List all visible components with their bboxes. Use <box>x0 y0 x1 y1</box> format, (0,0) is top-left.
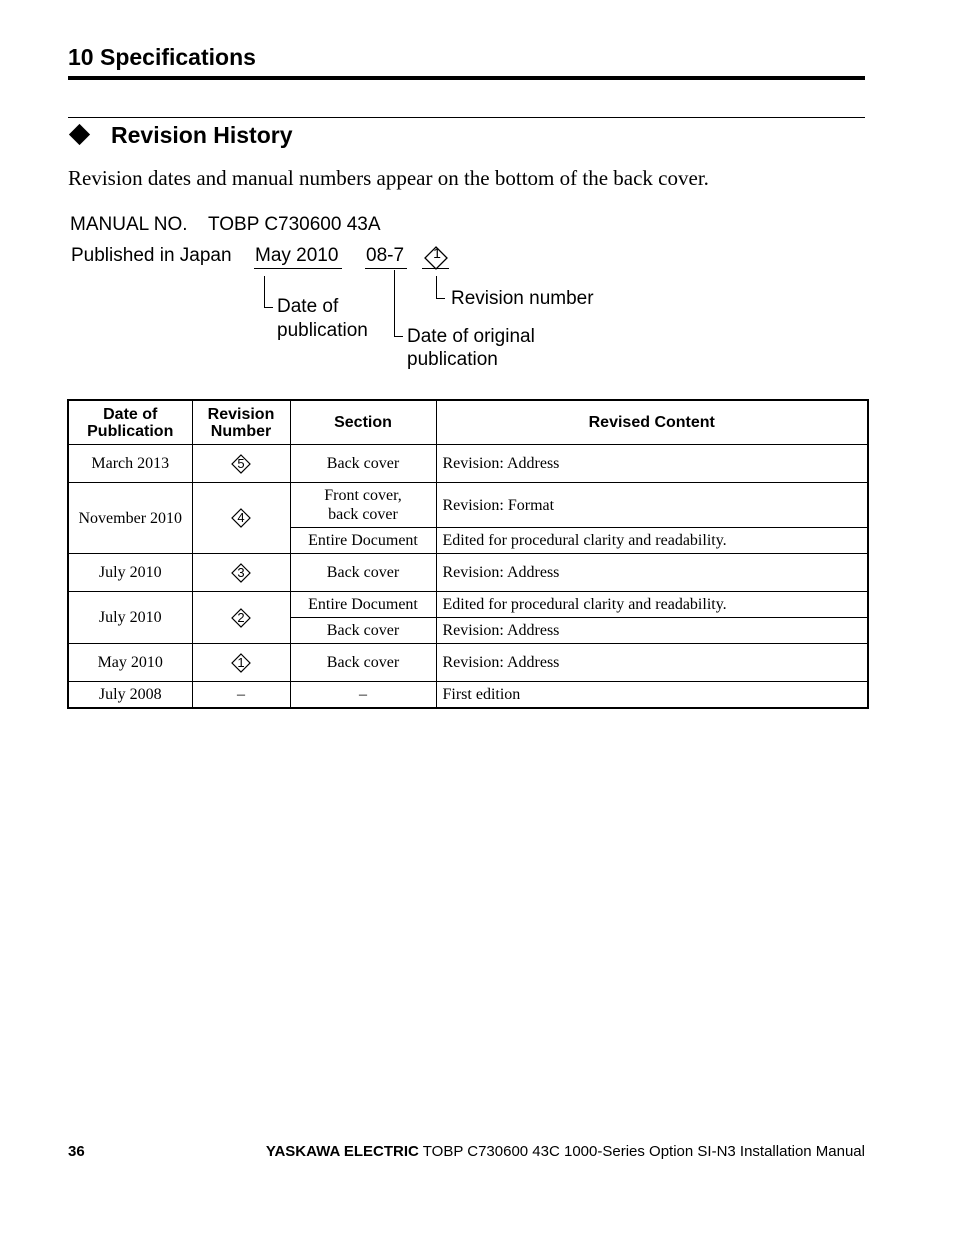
leader-rev-mark-tick <box>436 298 445 299</box>
table-header-row <box>68 400 868 445</box>
label-date-of-publication-1: Date of <box>277 296 339 317</box>
underline-pub-date <box>254 268 342 269</box>
label-original-publication-2: publication <box>407 349 498 370</box>
chapter-heading: 10 Specifications <box>68 44 256 70</box>
revision-mark-icon: 1 <box>231 653 251 673</box>
header-revision: Revision Number <box>192 400 290 445</box>
content-cell: Revision: Address <box>436 445 868 483</box>
date-cell: March 2013 <box>68 445 192 483</box>
leader-orig-date-tick <box>394 336 403 337</box>
revision-cell <box>192 554 290 592</box>
published-label: Published in Japan <box>71 245 232 266</box>
revision-cell <box>192 483 290 554</box>
content-cell: Revision: Address <box>436 644 868 682</box>
manual-no-label: MANUAL NO. <box>70 214 188 235</box>
date-cell: May 2010 <box>68 644 192 682</box>
manual-no-value: TOBP C730600 43A <box>208 214 381 235</box>
section-cell: Entire Document <box>290 528 436 554</box>
content-cell: Revision: Address <box>436 618 868 644</box>
section-cell: Back cover <box>290 554 436 592</box>
content-cell: Revision: Format <box>436 483 868 528</box>
content-cell: Edited for procedural clarity and readability. <box>436 592 868 618</box>
label-date-of-publication-2: publication <box>277 320 368 341</box>
footer-manual-name: TOBP C730600 43C 1000-Series Option SI-N3 Installation Manual <box>418 1143 865 1160</box>
leader-pub-date <box>264 276 265 308</box>
revision-cell: – <box>192 682 290 708</box>
revision-table <box>67 399 869 709</box>
table-row <box>68 445 868 483</box>
table-row <box>68 644 868 682</box>
section-title: Revision History <box>111 122 293 148</box>
section-cell: Front cover, back cover <box>290 483 436 528</box>
revision-cell <box>192 445 290 483</box>
underline-orig-date <box>365 268 407 269</box>
footer-manual-title <box>266 1143 865 1160</box>
underline-rev-mark <box>422 268 449 269</box>
page-number: 36 <box>68 1143 85 1160</box>
table-row <box>68 682 868 708</box>
leader-rev-mark <box>436 276 437 299</box>
header-section: Section <box>290 400 436 445</box>
section-cell: Back cover <box>290 445 436 483</box>
section-cell: Back cover <box>290 644 436 682</box>
chapter-rule <box>68 76 865 80</box>
date-cell: November 2010 <box>68 483 192 554</box>
content-cell: Revision: Address <box>436 554 868 592</box>
section-cell: Entire Document <box>290 592 436 618</box>
revision-mark-icon: 4 <box>231 508 251 528</box>
date-cell: July 2010 <box>68 592 192 644</box>
date-cell: July 2010 <box>68 554 192 592</box>
table-row <box>68 554 868 592</box>
publication-date: May 2010 <box>255 245 339 266</box>
intro-paragraph: Revision dates and manual numbers appear on the bottom of the back cover. <box>68 166 709 190</box>
revision-mark-number: 1 <box>433 245 441 261</box>
revision-cell <box>192 592 290 644</box>
header-content: Revised Content <box>436 400 868 445</box>
leader-orig-date <box>394 270 395 337</box>
footer-brand: YASKAWA ELECTRIC <box>265 1143 419 1160</box>
content-cell: First edition <box>436 682 868 708</box>
section-cell: Back cover <box>290 618 436 644</box>
revision-mark-icon: 2 <box>231 608 251 628</box>
section-cell: – <box>290 682 436 708</box>
diamond-bullet-icon <box>69 124 90 145</box>
header-date: Date of Publication <box>68 400 192 445</box>
original-date: 08-7 <box>366 245 405 266</box>
content-cell: Edited for procedural clarity and readability. <box>436 528 868 554</box>
label-original-publication-1: Date of original <box>407 326 535 347</box>
label-revision-number: Revision number <box>451 288 594 309</box>
table-row <box>68 483 868 528</box>
revision-mark-icon: 3 <box>231 563 251 583</box>
section-rule <box>68 117 865 118</box>
leader-pub-date-tick <box>264 307 273 308</box>
revision-cell <box>192 644 290 682</box>
date-cell: July 2008 <box>68 682 192 708</box>
table-row <box>68 592 868 618</box>
revision-mark-icon: 5 <box>231 454 251 474</box>
